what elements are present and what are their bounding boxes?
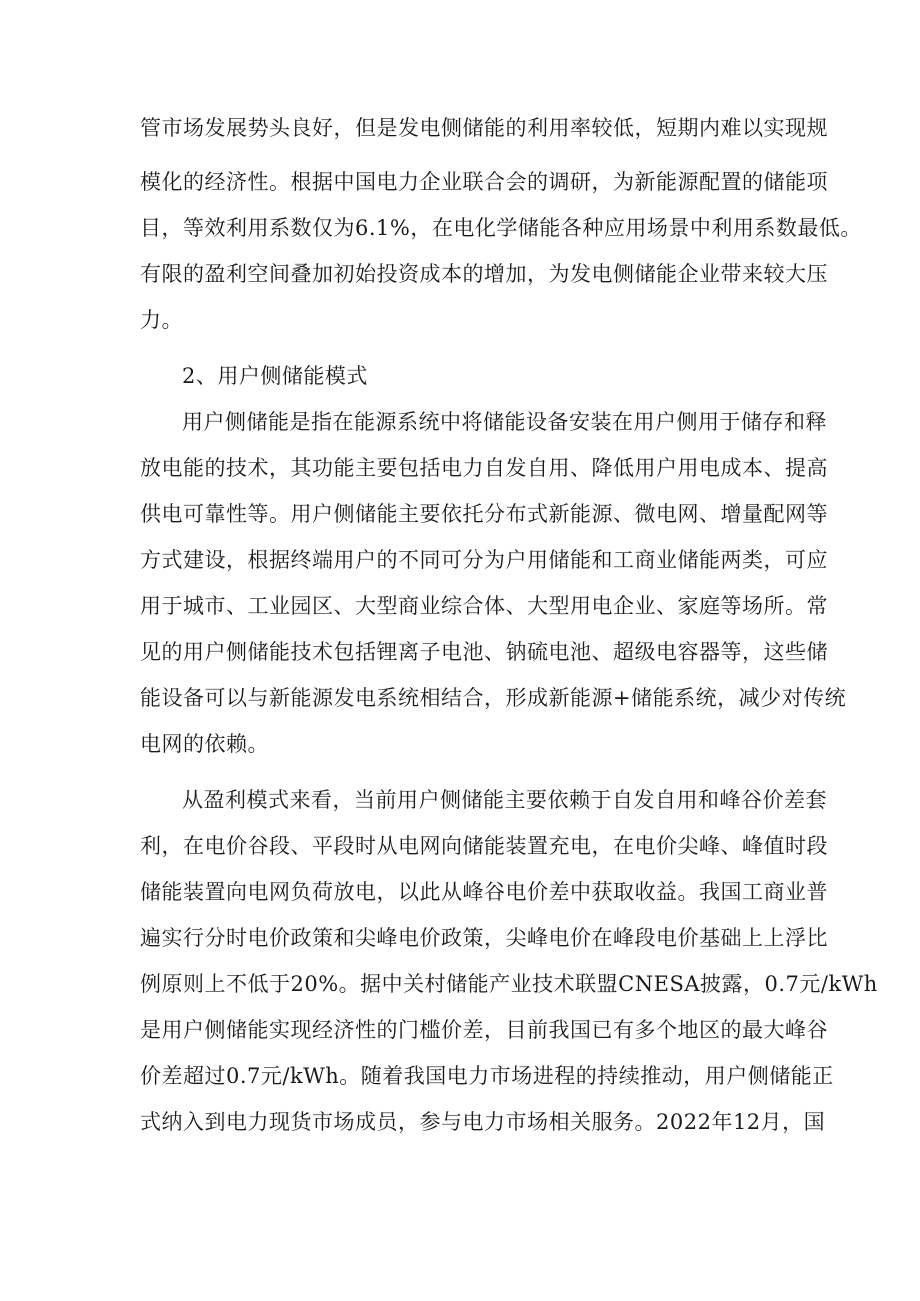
paragraph-3-line-6: 是用户侧储能实现经济性的门槛价差，目前我国已有多个地区的最大峰谷 bbox=[140, 1018, 828, 1042]
paragraph-2-line-1: 用户侧储能是指在能源系统中将储能设备安装在用户侧用于储存和释 bbox=[182, 410, 827, 434]
paragraph-3-line-7: 价差超过0.7元/kWh。随着我国电力市场进程的持续推动，用户侧储能正 bbox=[140, 1064, 834, 1088]
paragraph-3-line-1: 从盈利模式来看，当前用户侧储能主要依赖于自发自用和峰谷价差套 bbox=[182, 788, 827, 812]
paragraph-2-line-4: 方式建设，根据终端用户的不同可分为户用储能和工商业储能两类，可应 bbox=[140, 548, 828, 572]
paragraph-2-line-7: 能设备可以与新能源发电系统相结合，形成新能源+储能系统，减少对传统 bbox=[140, 686, 847, 710]
paragraph-1-line-5: 力。 bbox=[140, 308, 183, 332]
paragraph-2-line-5: 用于城市、工业园区、大型商业综合体、大型用电企业、家庭等场所。常 bbox=[140, 594, 828, 618]
paragraph-1-line-2: 模化的经济性。根据中国电力企业联合会的调研，为新能源配置的储能项 bbox=[140, 170, 828, 194]
paragraph-3-line-8: 式纳入到电力现货市场成员，参与电力市场相关服务。2022年12月，国 bbox=[140, 1110, 826, 1134]
paragraph-2-line-8: 电网的依赖。 bbox=[140, 732, 269, 756]
paragraph-3-line-2: 利，在电价谷段、平段时从电网向储能装置充电，在电价尖峰、峰值时段 bbox=[140, 834, 828, 858]
paragraph-1-line-4: 有限的盈利空间叠加初始投资成本的增加，为发电侧储能企业带来较大压 bbox=[140, 262, 828, 286]
paragraph-1-line-1: 管市场发展势头良好，但是发电侧储能的利用率较低，短期内难以实现规 bbox=[140, 116, 828, 140]
section-heading: 2、用户侧储能模式 bbox=[182, 364, 368, 388]
paragraph-2-line-3: 供电可靠性等。用户侧储能主要依托分布式新能源、微电网、增量配网等 bbox=[140, 502, 828, 526]
paragraph-3-line-5: 例原则上不低于20%。据中关村储能产业技术联盟CNESA披露，0.7元/kWh bbox=[140, 972, 878, 996]
paragraph-1-line-3: 目，等效利用系数仅为6.1%，在电化学储能各种应用场景中利用系数最低。 bbox=[140, 216, 862, 240]
paragraph-3-line-4: 遍实行分时电价政策和尖峰电价政策，尖峰电价在峰段电价基础上上浮比 bbox=[140, 926, 828, 950]
paragraph-2-line-6: 见的用户侧储能技术包括锂离子电池、钠硫电池、超级电容器等，这些储 bbox=[140, 640, 828, 664]
paragraph-3-line-3: 储能装置向电网负荷放电，以此从峰谷电价差中获取收益。我国工商业普 bbox=[140, 880, 828, 904]
paragraph-2-line-2: 放电能的技术，其功能主要包括电力自发自用、降低用户用电成本、提高 bbox=[140, 456, 828, 480]
